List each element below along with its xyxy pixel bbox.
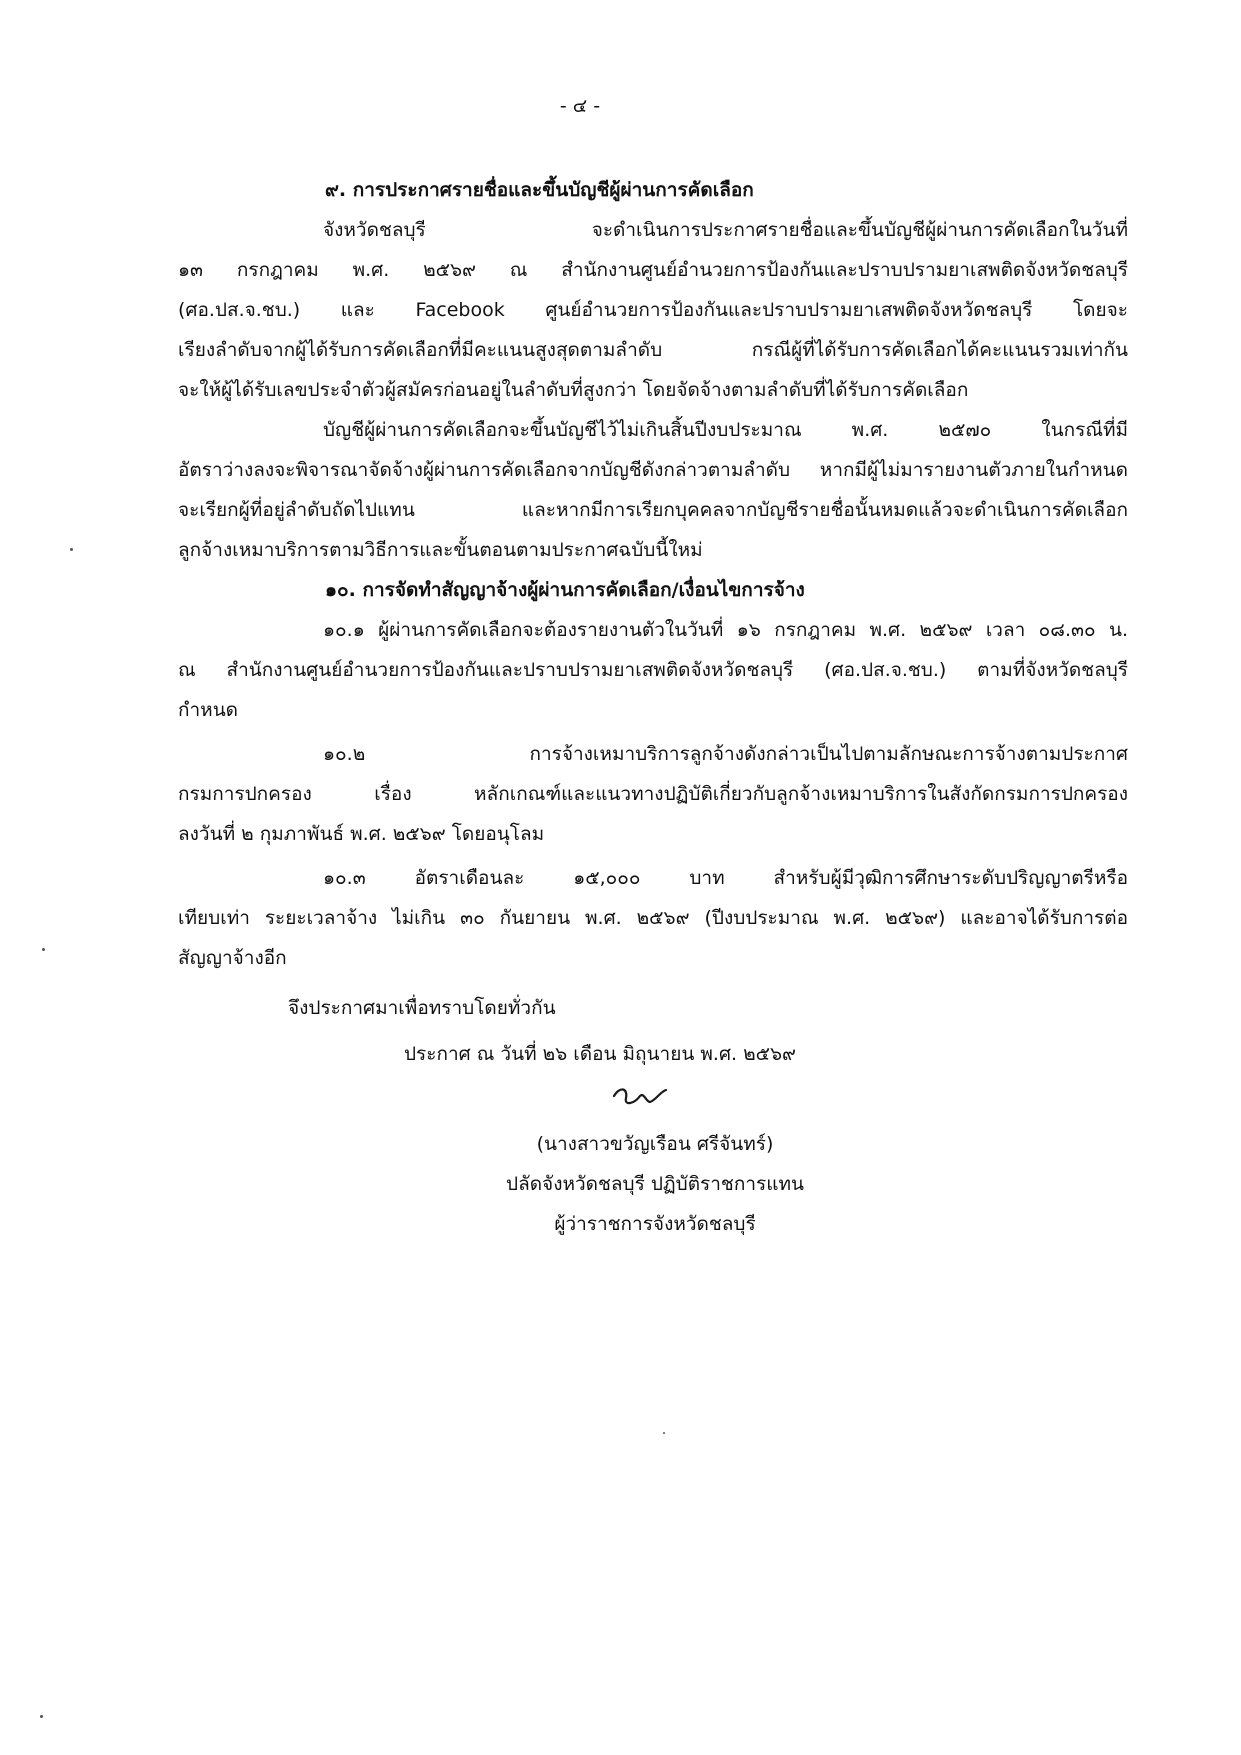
paragraph-line: สัญญาจ้างอีก — [178, 947, 287, 969]
paragraph-line: อัตราว่างลงจะพิจารณาจัดจ้างผู้ผ่านการคัดเลือกจากบัญชีดังกล่าวตามลำดับ หากมีผู้ไม่มารายงานตัวภายในกำหนด — [178, 459, 1128, 481]
paragraph-line: บัญชีผู้ผ่านการคัดเลือกจะขึ้นบัญชีไว้ไม่เกินสิ้นปีงบประมาณ พ.ศ. ๒๕๗๐ ในกรณีที่มี — [323, 419, 1128, 441]
section-9-heading: ๙. การประกาศรายชื่อและขึ้นบัญชีผู้ผ่านการคัดเลือก — [325, 179, 754, 201]
paragraph-line: เทียบเท่า ระยะเวลาจ้าง ไม่เกิน ๓๐ กันยายน พ.ศ. ๒๕๖๙ (ปีงบประมาณ พ.ศ. ๒๕๖๙) และอาจได้รับการต่อ — [178, 907, 1128, 929]
signer-position: ปลัดจังหวัดชลบุรี ปฏิบัติราชการแทน — [506, 1173, 804, 1195]
paragraph-line: ลูกจ้างเหมาบริการตามวิธีการและขั้นตอนตามประกาศฉบับนี้ใหม่ — [178, 539, 703, 561]
announcement-date: ประกาศ ณ วันที่ ๒๖ เดือน มิถุนายน พ.ศ. ๒๕๖๙ — [404, 1043, 796, 1065]
paragraph-line: เรียงลำดับจากผู้ได้รับการคัดเลือกที่มีคะแนนสูงสุดตามลำดับ กรณีผู้ที่ได้รับการคัดเลือกได้คะแนนรวมเท่ากัน — [178, 339, 1128, 361]
page-number: - ๔ - — [559, 95, 601, 117]
paragraph-line: ๑๐.๑ ผู้ผ่านการคัดเลือกจะต้องรายงานตัวในวันที่ ๑๖ กรกฎาคม พ.ศ. ๒๕๖๙ เวลา ๐๘.๓๐ น. — [323, 619, 1128, 641]
paragraph-line: จังหวัดชลบุรี จะดำเนินการประกาศรายชื่อและขึ้นบัญชีผู้ผ่านการคัดเลือกในวันที่ — [323, 219, 1128, 241]
scan-speck — [70, 548, 73, 551]
paragraph-line: กำหนด — [178, 699, 239, 721]
paragraph-line: ณ สำนักงานศูนย์อำนวยการป้องกันและปราบปรามยาเสพติดจังหวัดชลบุรี (ศอ.ปส.จ.ชบ.) ตามที่จังหวัดชลบุรี — [178, 659, 1128, 681]
paragraph-line: ๑๓ กรกฎาคม พ.ศ. ๒๕๖๙ ณ สำนักงานศูนย์อำนวยการป้องกันและปราบปรามยาเสพติดจังหวัดชลบุรี — [178, 259, 1128, 281]
paragraph-line: ลงวันที่ ๒ กุมภาพันธ์ พ.ศ. ๒๕๖๙ โดยอนุโลม — [178, 823, 545, 845]
section-10-heading: ๑๐. การจัดทำสัญญาจ้างผู้ผ่านการคัดเลือก/เงื่อนไขการจ้าง — [325, 579, 805, 601]
paragraph-line: ๑๐.๒ การจ้างเหมาบริการลูกจ้างดังกล่าวเป็นไปตามลักษณะการจ้างตามประกาศ — [323, 743, 1128, 765]
scan-speck — [42, 948, 45, 951]
signer-name: (นางสาวขวัญเรือน ศรีจันทร์) — [536, 1133, 774, 1155]
paragraph-line: จะเรียกผู้ที่อยู่ลำดับถัดไปแทน และหากมีการเรียกบุคคลจากบัญชีรายชื่อนั้นหมดแล้วจะดำเนินการคัดเลือก — [178, 499, 1128, 521]
handwritten-signature — [610, 1082, 670, 1112]
closing-statement: จึงประกาศมาเพื่อทราบโดยทั่วกัน — [288, 997, 556, 1019]
scan-speck — [663, 1432, 665, 1434]
signer-title: ผู้ว่าราชการจังหวัดชลบุรี — [554, 1213, 756, 1235]
paragraph-line: ๑๐.๓ อัตราเดือนละ ๑๕,๐๐๐ บาท สำหรับผู้มีวุฒิการศึกษาระดับปริญญาตรีหรือ — [323, 867, 1128, 889]
paragraph-line: (ศอ.ปส.จ.ชบ.) และ Facebook ศูนย์อำนวยการป้องกันและปราบปรามยาเสพติดจังหวัดชลบุรี โดยจะ — [178, 299, 1128, 321]
paragraph-line: กรมการปกครอง เรื่อง หลักเกณฑ์และแนวทางปฏิบัติเกี่ยวกับลูกจ้างเหมาบริการในสังกัดกรมการปกครอง — [178, 783, 1128, 805]
paragraph-line: จะให้ผู้ได้รับเลขประจำตัวผู้สมัครก่อนอยู่ในลำดับที่สูงกว่า โดยจัดจ้างตามลำดับที่ได้รับการคัดเลือก — [178, 379, 969, 401]
scan-speck — [40, 1715, 43, 1718]
